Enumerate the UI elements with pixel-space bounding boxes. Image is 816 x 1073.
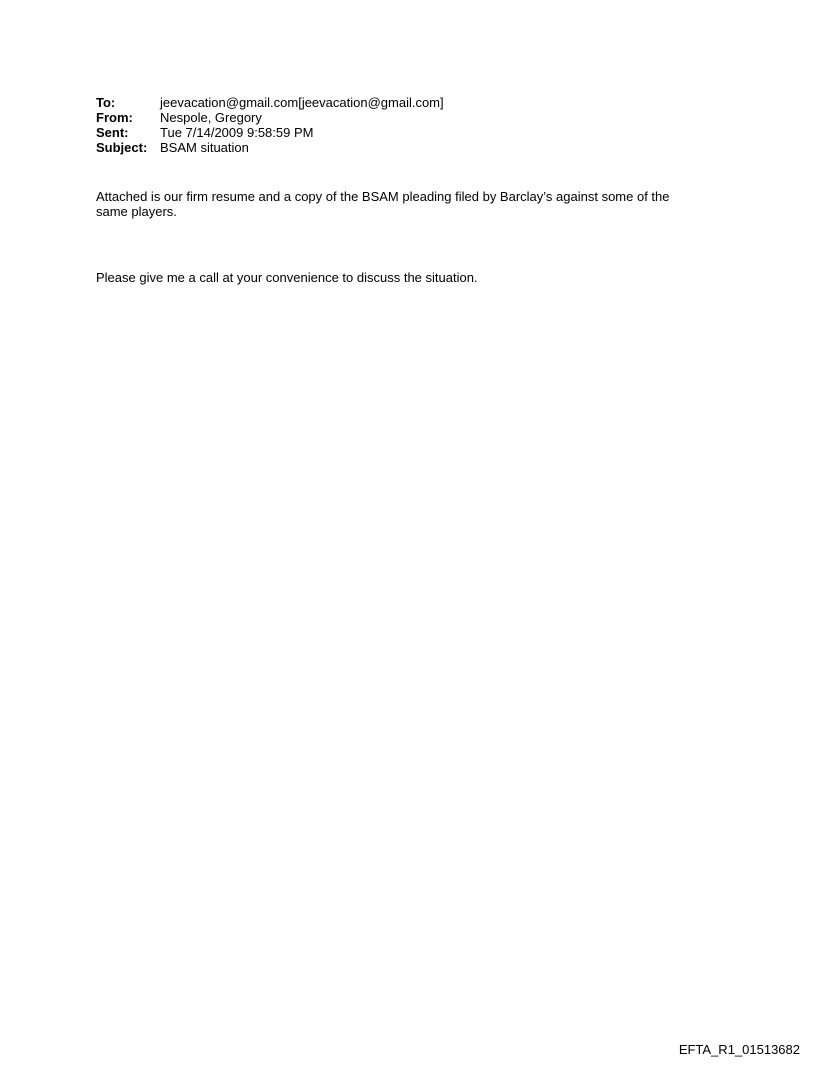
document-id: EFTA_R1_01513682 (678, 1042, 800, 1057)
header-value-to: jeevacation@gmail.com[jeevacation@gmail.com] (160, 95, 444, 110)
header-row-sent (96, 125, 736, 140)
header-value-subject: BSAM situation (160, 140, 249, 155)
header-label-from: From: (96, 110, 133, 125)
email-body (96, 189, 716, 285)
header-label-to: To: (96, 95, 116, 110)
header-row-subject (96, 140, 736, 155)
header-label-sent: Sent: (96, 125, 129, 140)
header-label-subject: Subject: (96, 140, 148, 155)
body-paragraph-attachment: Attached is our firm resume and a copy of the BSAM pleading filed by Barclay’s against some of the same players. (96, 189, 670, 219)
header-value-sent: Tue 7/14/2009 9:58:59 PM (160, 125, 314, 140)
header-row-to (96, 95, 736, 110)
header-value-from: Nespole, Gregory (160, 110, 262, 125)
email-header (96, 95, 736, 155)
body-paragraph-call-request: Please give me a call at your convenience to discuss the situation. (96, 270, 478, 285)
header-row-from (96, 110, 736, 125)
